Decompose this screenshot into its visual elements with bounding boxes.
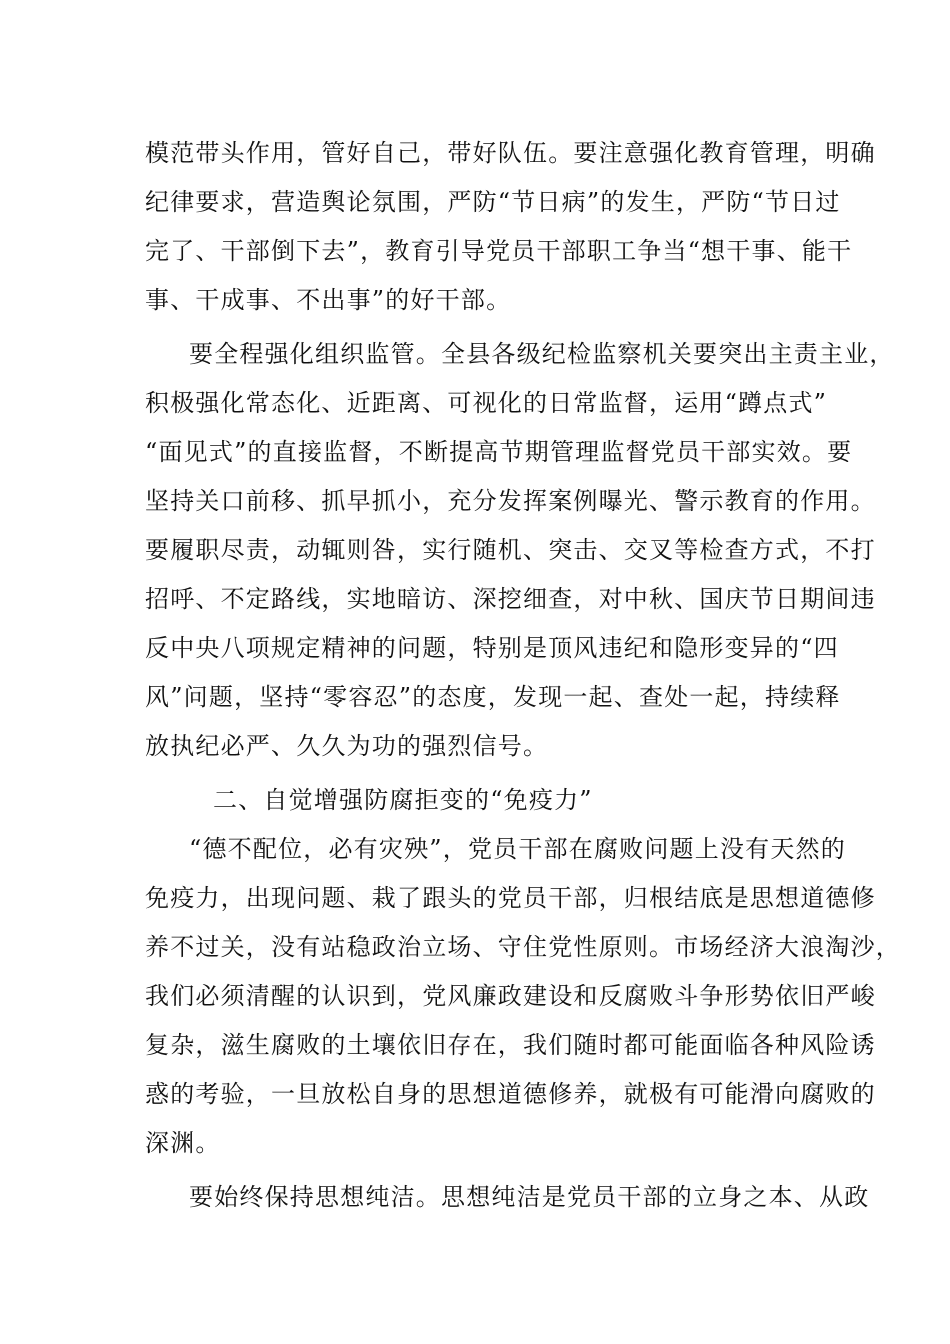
body-text-line: 反中央八项规定精神的问题，特别是顶风违纪和隐形变异的“四: [145, 634, 839, 662]
body-text-line: “面见式”的直接监督，不断提高节期管理监督党员干部实效。要: [145, 438, 853, 466]
body-text-line: 我们必须清醒的认识到，党风廉政建设和反腐败斗争形势依旧严峻: [145, 982, 876, 1010]
body-text-line: 免疫力，出现问题、栽了跟头的党员干部，归根结底是思想道德修: [145, 884, 876, 912]
paragraph-first-line: “德不配位，必有灾殃”，党员干部在腐败问题上没有天然的: [189, 835, 846, 863]
body-text-line: 坚持关口前移、抓早抓小，充分发挥案例曝光、警示教育的作用。: [145, 487, 876, 515]
body-text-line: 养不过关，没有站稳政治立场、守住党性原则。市场经济大浪淘沙，: [145, 933, 901, 961]
body-text-line: 招呼、不定路线，实地暗访、深挖细查，对中秋、国庆节日期间违: [145, 585, 876, 613]
body-text-line: 纪律要求，营造舆论氛围，严防“节日病”的发生，严防“节日过: [145, 188, 841, 216]
body-text-line: 放执纪必严、久久为功的强烈信号。: [145, 732, 549, 760]
body-text-line: 惑的考验，一旦放松自身的思想道德修养，就极有可能滑向腐败的: [145, 1080, 876, 1108]
body-text-line: 模范带头作用，管好自己，带好队伍。要注意强化教育管理，明确: [145, 139, 876, 167]
body-text-line: 积极强化常态化、近距离、可视化的日常监督，运用“蹲点式”: [145, 389, 828, 417]
paragraph-first-line: 要始终保持思想纯洁。思想纯洁是党员干部的立身之本、从政: [189, 1183, 870, 1211]
paragraph-first-line: 要全程强化组织监管。全县各级纪检监察机关要突出主责主业，: [189, 340, 895, 368]
section-heading: 二、自觉增强防腐拒变的“免疫力”: [213, 786, 593, 814]
body-text-line: 事、干成事、不出事”的好干部。: [145, 286, 512, 314]
body-text-line: 复杂，滋生腐败的土壤依旧存在，我们随时都可能面临各种风险诱: [145, 1031, 876, 1059]
body-text-line: 风”问题，坚持“零容忍”的态度，发现一起、查处一起，持续释: [145, 683, 841, 711]
body-text-line: 要履职尽责，动辄则咎，实行随机、突击、交叉等检查方式，不打: [145, 536, 876, 564]
body-text-line: 完了、干部倒下去”，教育引导党员干部职工争当“想干事、能干: [145, 237, 853, 265]
body-text-line: 深渊。: [145, 1129, 221, 1157]
